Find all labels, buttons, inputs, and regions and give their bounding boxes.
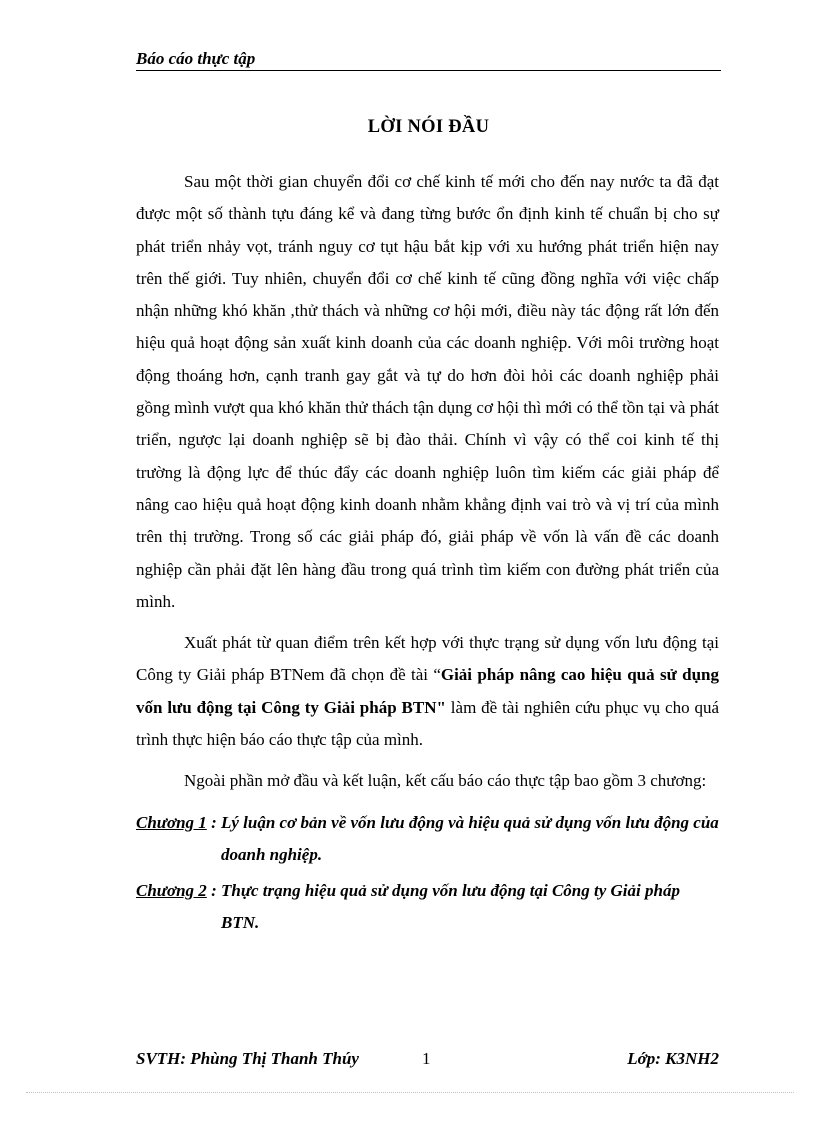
paragraph-structure: Ngoài phần mở đầu và kết luận, kết cấu báo cáo thực tập bao gồm 3 chương:: [184, 771, 707, 791]
chapter-label: Chương 1: [136, 812, 207, 832]
student-name: SVTH: Phùng Thị Thanh Thúy: [136, 1049, 359, 1068]
page-header: Báo cáo thực tập: [136, 49, 721, 71]
chapter-separator: :: [206, 880, 221, 900]
paragraph-topic: [136, 627, 719, 756]
page-footer: [136, 1049, 721, 1073]
chapter-item: [136, 807, 719, 872]
page-number: 1: [422, 1049, 431, 1068]
chapter-item: [136, 875, 719, 940]
topic-title: Giải pháp nâng cao hiệu quả sử dụng vốn lưu động tại Công ty Giải pháp BTN": [136, 665, 719, 717]
class-code: Lớp: K3NH2: [627, 1049, 719, 1068]
chapter-label: Chương 2: [136, 880, 207, 900]
page-divider: [26, 1092, 794, 1093]
chapter-title: Thực trạng hiệu quả sử dụng vốn lưu động tại Công ty Giải pháp BTN.: [220, 880, 680, 933]
document-body: [136, 166, 719, 943]
page-title: LỜI NÓI ĐẦU: [367, 117, 490, 137]
topic-text-end: làm đề tài nghiên cứu phục vụ cho quá trình thực hiện báo cáo thực tập của mình.: [136, 697, 719, 750]
paragraph-intro: Sau một thời gian chuyển đổi cơ chế kinh tế mới cho đến nay nước ta đã đạt được một số thành tựu đáng kể và đang từng bước ổn định kinh tế chuẩn bị cho sự phát triển nhảy vọt, tránh nguy cơ tụt hậu bắt kịp với xu hướng phát triển hiện nay trên thế giới. Tuy nhiên, chuyển đổi cơ chế kinh tế cũng đồng nghĩa với việc chấp nhận những khó khăn ,thử thách và những cơ hội mới, điều này tác động rất lớn đến hiệu quả hoạt động sản xuất kinh doanh của các doanh nghiệp. Với môi trường hoạt động thoáng hơn, cạnh tranh gay gắt và tự do hơn đòi hỏi các doanh nghiệp phải gồng mình vượt qua khó khăn thử thách tận dụng cơ hội thì mới có thể tồn tại và phát triển, ngược lại doanh nghiệp sẽ bị đào thải. Chính vì vậy có thể coi kinh tế thị trường là động lực để thúc đẩy các doanh nghiệp luôn tìm kiếm các giải pháp để nâng cao hiệu quả hoạt động kinh doanh nhằm khẳng định vai trò và vị trí của mình trên thị trường. Trong số các giải pháp đó, giải pháp về vốn là vấn đề các doanh nghiệp cần phải đặt lên hàng đầu trong quá trình tìm kiếm con đường phát triển của mình.: [136, 172, 719, 611]
chapter-title: Lý luận cơ bản về vốn lưu động và hiệu quả sử dụng vốn lưu động của doanh nghiệp.: [220, 812, 719, 865]
topic-text-start: Xuất phát từ quan điểm trên kết hợp với thực trạng sử dụng vốn lưu động tại Công ty Giải pháp BTNem đã chọn đề tài “: [136, 633, 719, 685]
chapter-separator: :: [206, 812, 221, 832]
